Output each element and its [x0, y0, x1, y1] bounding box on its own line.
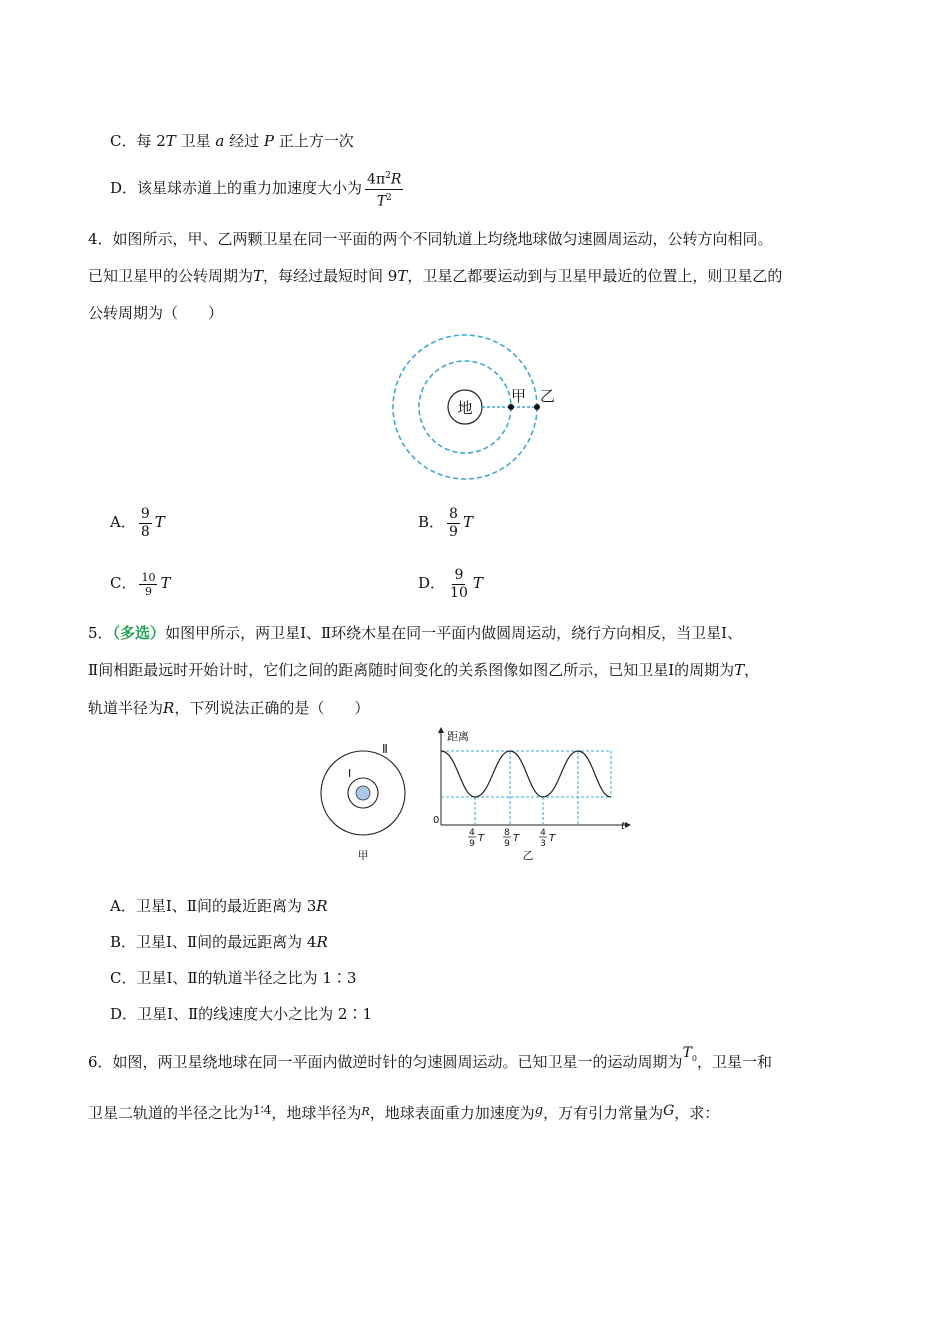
- q4-option-d[interactable]: [418, 563, 483, 603]
- var-t: T: [472, 574, 483, 592]
- origin-label: 0: [433, 815, 440, 826]
- q4-stem-line1: 4．如图所示，甲、乙两颗卫星在同一平面的两个不同轨道上均绕地球做匀速圆周运动，公转方向相同。: [88, 230, 773, 248]
- tick-denominator: 9: [469, 839, 475, 849]
- orbit-ii-label: Ⅱ: [382, 742, 388, 756]
- option-label: A．: [110, 897, 136, 915]
- stem-text: 卫星二轨道的半径之比为: [88, 1104, 254, 1122]
- denominator: 10: [450, 584, 468, 601]
- option-text: 卫星Ⅰ、Ⅱ间的最远距离为 4: [136, 933, 317, 951]
- var-t: T: [682, 1045, 692, 1061]
- denominator: 9: [144, 584, 152, 598]
- question-number: 5．: [88, 624, 113, 642]
- var-r: R: [163, 699, 175, 717]
- option-label: C．: [110, 574, 137, 592]
- stem-text: 6．如图，两卫星绕地球在同一平面内做逆时针的匀速圆周运动。已知卫星一的运动周期为: [88, 1053, 683, 1071]
- q3-option-c[interactable]: [110, 131, 354, 151]
- var-r: R: [316, 933, 328, 951]
- stem-text: ，每经过最短时间 9: [263, 267, 398, 285]
- superscript: 2: [385, 171, 391, 181]
- var-g-const: G: [663, 1103, 675, 1119]
- fraction: [139, 571, 157, 598]
- var-r: R: [316, 897, 328, 915]
- stem-text: ，下列说法正确的是（ ）: [174, 699, 370, 717]
- q6-stem-line1: [88, 1045, 773, 1079]
- var-r: R: [361, 1105, 370, 1118]
- stem-text: 已知卫星甲的公转周期为: [88, 267, 254, 285]
- q5-option-b[interactable]: [110, 932, 328, 952]
- denominator: 9: [449, 523, 458, 540]
- x-axis-label: t: [621, 821, 625, 832]
- q5-stem-line1: [88, 623, 742, 643]
- superscript: 2: [386, 192, 392, 203]
- distance-curve: [441, 751, 611, 797]
- fraction: [448, 567, 470, 602]
- tick-numerator: 4: [540, 828, 546, 838]
- subscript: 0: [691, 1054, 697, 1063]
- denominator: 8: [140, 523, 150, 540]
- stem-text: ，地球半径为: [271, 1104, 362, 1122]
- y-axis-arrow: [438, 727, 444, 733]
- var-t: T: [165, 132, 176, 150]
- option-text: 卫星Ⅰ、Ⅱ的轨道半径之比为 1∶3: [136, 969, 357, 987]
- var-r: R: [390, 171, 402, 188]
- var-t0: [683, 1043, 697, 1061]
- tick-var: T: [549, 833, 556, 844]
- ratio-value: 1∶4: [253, 1103, 272, 1117]
- option-label: D．: [418, 574, 446, 592]
- option-text: 卫星Ⅰ、Ⅱ的线速度大小之比为 2∶1: [137, 1005, 373, 1023]
- tick-var: T: [478, 833, 485, 844]
- option-label: D．: [110, 1005, 138, 1023]
- stem-text: 轨道半径为: [88, 699, 164, 717]
- tick-label-3: [539, 828, 556, 849]
- option-label: D．: [110, 179, 138, 198]
- q6-stem-line2: [88, 1103, 719, 1125]
- stem-text: ，地球表面重力加速度为: [369, 1104, 535, 1122]
- q4-stem-line3: 公转周期为（ ）: [88, 304, 224, 322]
- q5-option-c[interactable]: [110, 968, 356, 988]
- fraction: [365, 168, 403, 210]
- stem-text: 如图甲所示，两卫星Ⅰ、Ⅱ环绕木星在同一平面内做圆周运动，绕行方向相反，当卫星Ⅰ、: [165, 624, 743, 642]
- q5-stem-line2: [88, 660, 759, 680]
- earth-label: 地: [457, 399, 473, 417]
- var-g: g: [534, 1103, 544, 1118]
- jupiter-circle: [356, 786, 370, 800]
- fraction: [139, 506, 152, 541]
- q4-option-a[interactable]: [110, 502, 165, 542]
- option-text: 卫星Ⅰ、Ⅱ间的最近距离为 3: [135, 897, 317, 915]
- var-p: P: [263, 132, 274, 150]
- tick-label-1: [468, 828, 485, 849]
- var-t: T: [160, 574, 171, 592]
- tick-denominator: 9: [504, 839, 510, 849]
- option-label: A．: [110, 513, 136, 531]
- option-label: C．: [110, 969, 137, 987]
- q5-option-d[interactable]: [110, 1004, 372, 1024]
- stem-text: ，卫星一和: [697, 1053, 773, 1071]
- q5-figure-jia: [312, 735, 417, 865]
- multi-select-tag: （多选）: [112, 624, 166, 642]
- numerator: 8: [449, 505, 458, 522]
- option-label: B．: [110, 933, 137, 951]
- numerator: 9: [140, 505, 150, 522]
- figure-caption: 甲: [357, 849, 369, 862]
- option-text: 经过: [224, 132, 264, 150]
- var-t: T: [734, 661, 745, 679]
- tick-label-2: [503, 828, 520, 849]
- numerator: 9: [454, 566, 464, 583]
- q5-option-a[interactable]: [110, 896, 328, 916]
- option-text: 卫星: [175, 132, 216, 150]
- tick-numerator: 4: [469, 828, 475, 838]
- option-text: 每 2: [136, 132, 166, 150]
- stem-text: ，求：: [674, 1104, 720, 1122]
- numerator: 10: [141, 570, 156, 584]
- var-t: T: [462, 513, 473, 531]
- var-a: a: [215, 132, 225, 150]
- option-label: B．: [418, 513, 445, 531]
- stem-text: ，万有引力常量为: [543, 1104, 664, 1122]
- numerator: 4π: [367, 171, 386, 188]
- orbit-i-label: Ⅰ: [348, 767, 352, 780]
- tick-denominator: 3: [540, 839, 546, 849]
- y-axis-label: 距离: [447, 730, 469, 743]
- fraction: [447, 506, 460, 541]
- q3-option-d[interactable]: [110, 168, 406, 210]
- stem-text: Ⅱ间相距最远时开始计时，它们之间的距离随时间变化的关系图像如图乙所示，已知卫星Ⅰ的周期为: [88, 661, 735, 679]
- denominator: T: [376, 193, 387, 210]
- x-axis-arrow: [625, 822, 631, 828]
- q5-stem-line3: [88, 698, 369, 718]
- tick-numerator: 8: [504, 828, 510, 838]
- label-yi: 乙: [540, 387, 556, 405]
- var-t: T: [253, 267, 264, 285]
- option-text: 正上方一次: [273, 132, 354, 150]
- q5-figure-yi: [425, 725, 635, 865]
- q4-orbit-figure: [390, 332, 565, 482]
- stem-text: ，: [744, 661, 760, 679]
- label-jia: 甲: [511, 387, 527, 405]
- option-text: 该星球赤道上的重力加速度大小为: [137, 179, 363, 198]
- tick-var: T: [513, 833, 520, 844]
- figure-caption: 乙: [522, 849, 534, 862]
- q4-option-b[interactable]: [418, 502, 473, 542]
- q4-option-c[interactable]: [110, 563, 171, 603]
- stem-text: ，卫星乙都要运动到与卫星甲最近的位置上，则卫星乙的: [407, 267, 783, 285]
- var-t: T: [397, 267, 408, 285]
- q4-stem-line2: [88, 266, 782, 286]
- var-t: T: [154, 513, 165, 531]
- option-label: C．: [110, 132, 137, 150]
